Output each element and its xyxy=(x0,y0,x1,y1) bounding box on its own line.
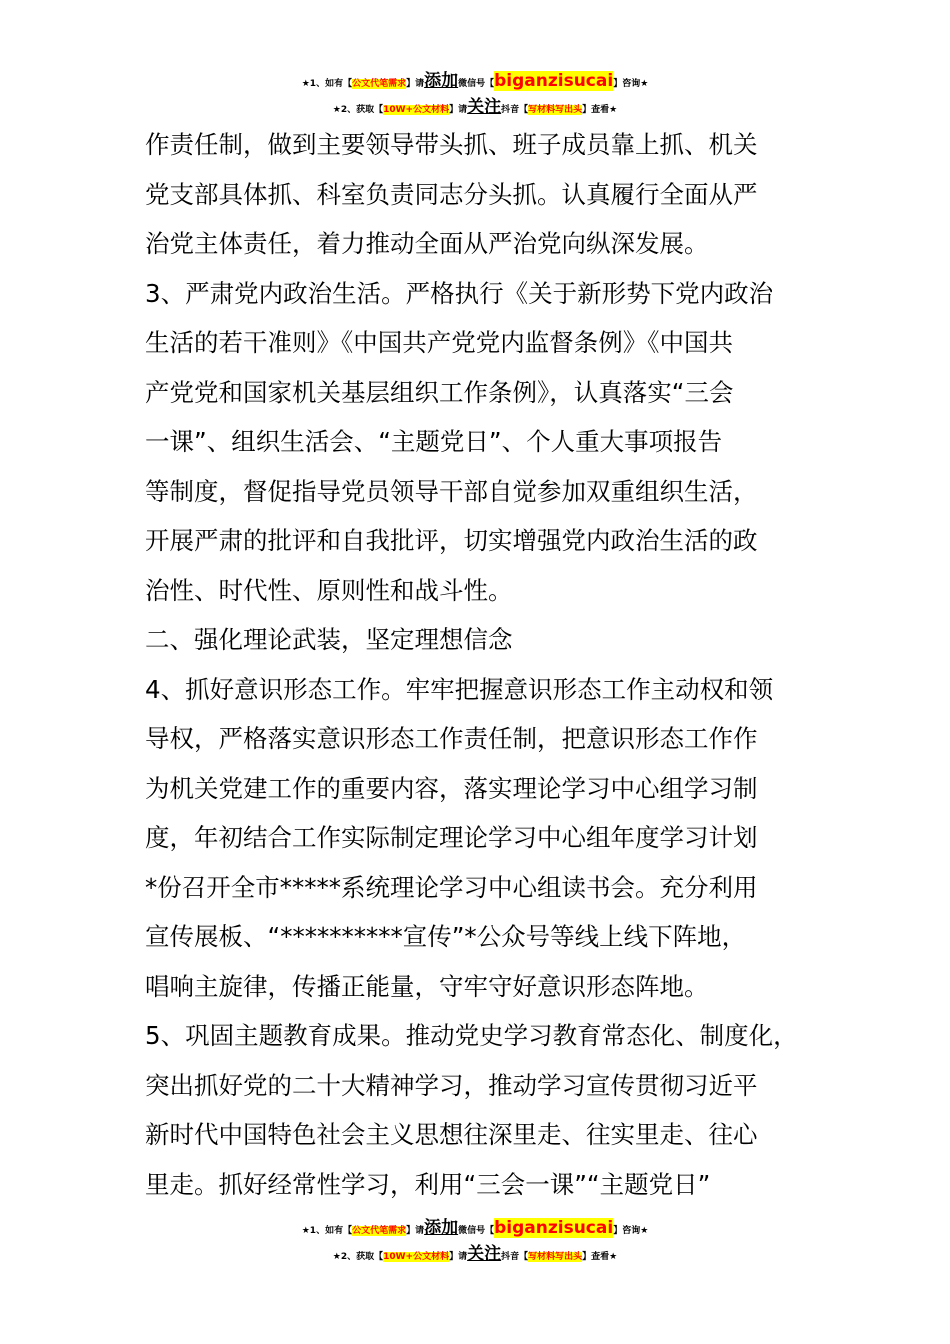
text-line: 突出抓好党的二十大精神学习，推动学习宣传贯彻习近平 xyxy=(145,1070,758,1100)
banner-text: 】请 xyxy=(406,1226,425,1236)
text-line: 4、抓好意识形态工作。牢牢把握意识形态工作主动权和领 xyxy=(145,674,774,704)
banner-highlight: 10W+公文材料 xyxy=(383,1252,450,1262)
text-line: 3、严肃党内政治生活。严格执行《关于新形势下党内政治 xyxy=(145,278,774,308)
banner-underlined: 关注 xyxy=(467,1244,502,1264)
text-line: 等制度，督促指导党员领导干部自觉参加双重组织生活， xyxy=(145,476,758,506)
banner-underlined: 添加 xyxy=(424,1218,459,1238)
banner-text: ★1、如有【 xyxy=(301,1226,353,1236)
banner-underlined: 关注 xyxy=(467,97,502,117)
text-line: 党支部具体抓、科室负责同志分头抓。认真履行全面从严 xyxy=(145,179,758,209)
banner-line-2 xyxy=(0,1243,950,1269)
text-line: 作责任制，做到主要领导带头抓、班子成员靠上抓、机关 xyxy=(145,130,758,159)
text-line: 导权，严格落实意识形态工作责任制，把意识形态工作作 xyxy=(145,724,758,753)
banner-highlight: biganzisucai xyxy=(494,1218,614,1238)
banner-text: 】请 xyxy=(406,79,425,89)
text-line: 产党党和国家机关基层组织工作条例》，认真落实“三会 xyxy=(145,377,734,407)
banner-text: 微信号【 xyxy=(458,79,495,89)
banner-text: 】查看★ xyxy=(582,105,618,115)
banner-text: ★1、如有【 xyxy=(301,79,353,89)
banner-text: 抖音【 xyxy=(501,105,529,115)
banner-highlight: 写材料写出头 xyxy=(528,105,583,115)
banner-highlight: 公文代笔需求 xyxy=(352,1226,407,1236)
banner-line-1 xyxy=(0,70,950,96)
banner-line-2 xyxy=(0,96,950,122)
text-line: *份召开全市*****系统理论学习中心组读书会。充分利用 xyxy=(145,872,758,902)
text-line: 开展严肃的批评和自我批评，切实增强党内政治生活的政 xyxy=(145,526,758,555)
banner-text: 微信号【 xyxy=(458,1226,495,1236)
section-heading: 二、强化理论武装，坚定理想信念 xyxy=(145,625,513,654)
text-line: 唱响主旋律，传播正能量，守牢守好意识形态阵地。 xyxy=(145,971,709,1001)
text-line: 为机关党建工作的重要内容，落实理论学习中心组学习制 xyxy=(145,773,758,803)
text-line: 治性、时代性、原则性和战斗性。 xyxy=(145,575,513,605)
document-body xyxy=(145,120,830,1209)
text-line: 新时代中国特色社会主义思想往深里走、往实里走、往心 xyxy=(145,1120,758,1149)
text-line: 一课”、组织生活会、“主题党日”、个人重大事项报告 xyxy=(145,427,723,456)
banner-text: 】咨询★ xyxy=(613,1226,649,1236)
banner-text: 抖音【 xyxy=(501,1252,529,1262)
text-line: 5、巩固主题教育成果。推动党史学习教育常态化、制度化， xyxy=(145,1021,798,1050)
text-line: 度，年初结合工作实际制定理论学习中心组年度学习计划 xyxy=(145,823,758,852)
banner-highlight: biganzisucai xyxy=(494,71,614,91)
text-line: 生活的若干准则》《中国共产党党内监督条例》《中国共 xyxy=(145,328,733,357)
banner-text: 】咨询★ xyxy=(613,79,649,89)
banner-text: 】请 xyxy=(449,105,468,115)
banner-text: 】请 xyxy=(449,1252,468,1262)
banner-highlight: 10W+公文材料 xyxy=(383,105,450,115)
footer-banner xyxy=(0,1217,950,1269)
banner-line-1 xyxy=(0,1217,950,1243)
header-banner xyxy=(0,70,950,122)
banner-text: ★2、获取【 xyxy=(332,1252,384,1262)
banner-highlight: 公文代笔需求 xyxy=(352,79,407,89)
text-line: 宣传展板、“**********宣传”*公众号等线上线下阵地， xyxy=(145,922,747,951)
document-text xyxy=(145,120,830,1209)
text-line: 治党主体责任，着力推动全面从严治党向纵深发展。 xyxy=(145,229,709,258)
banner-text: 】查看★ xyxy=(582,1252,618,1262)
banner-underlined: 添加 xyxy=(424,71,459,91)
banner-text: ★2、获取【 xyxy=(332,105,384,115)
text-line: 里走。抓好经常性学习，利用“三会一课”“主题党日” xyxy=(145,1169,711,1199)
banner-highlight: 写材料写出头 xyxy=(528,1252,583,1262)
